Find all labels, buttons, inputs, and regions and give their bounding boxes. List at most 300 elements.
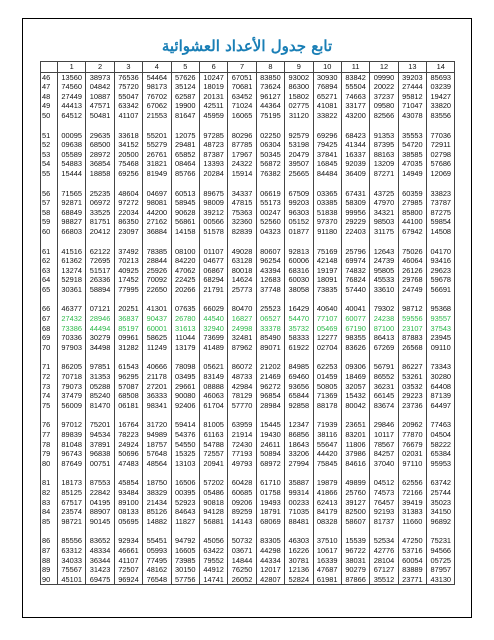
table-cell: 61981 xyxy=(313,575,341,585)
spacer-cell xyxy=(370,121,398,131)
table-cell: 05695 xyxy=(114,517,142,527)
table-cell: 43130 xyxy=(427,575,455,585)
table-cell: 71035 xyxy=(285,507,313,517)
spacer-cell xyxy=(86,526,114,536)
table-cell: 52560 xyxy=(256,217,284,227)
spacer-cell xyxy=(370,352,398,362)
table-row xyxy=(41,304,455,314)
row-number: 90 xyxy=(41,575,58,585)
row-number: 60 xyxy=(41,227,58,237)
table-row xyxy=(41,382,455,392)
table-cell: 21178 xyxy=(143,372,171,382)
table-cell: 44494 xyxy=(86,324,114,334)
table-cell: 32481 xyxy=(228,333,256,343)
table-cell: 89839 xyxy=(58,430,86,440)
table-cell: 85126 xyxy=(143,507,171,517)
table-cell: 75567 xyxy=(58,565,86,575)
table-cell: 81737 xyxy=(370,517,398,527)
table-cell: 69296 xyxy=(313,131,341,141)
table-cell: 50894 xyxy=(256,449,284,459)
table-cell: 87649 xyxy=(58,459,86,469)
table-cell: 26336 xyxy=(86,275,114,285)
spacer-cell xyxy=(285,526,313,536)
table-cell: 37986 xyxy=(341,449,369,459)
table-cell: 97903 xyxy=(58,343,86,353)
spacer-cell xyxy=(143,352,171,362)
table-cell: 29661 xyxy=(171,382,199,392)
table-cell: 24924 xyxy=(114,440,142,450)
table-cell: 57686 xyxy=(427,159,455,169)
table-cell: 87275 xyxy=(427,208,455,218)
table-cell: 30781 xyxy=(285,556,313,566)
spacer-cell xyxy=(86,352,114,362)
table-cell: 22034 xyxy=(114,208,142,218)
table-cell: 88178 xyxy=(313,401,341,411)
table-cell: 27985 xyxy=(398,198,426,208)
table-cell: 38329 xyxy=(143,488,171,498)
table-cell: 27449 xyxy=(58,92,86,102)
table-cell: 47970 xyxy=(370,198,398,208)
row-number: 54 xyxy=(41,159,58,169)
table-cell: 32360 xyxy=(228,217,256,227)
table-cell: 82566 xyxy=(370,111,398,121)
table-cell: 45959 xyxy=(199,111,227,121)
table-cell: 92934 xyxy=(114,536,142,546)
table-cell: 14143 xyxy=(228,517,256,527)
table-cell: 52923 xyxy=(171,498,199,508)
table-row xyxy=(41,275,455,285)
table-cell: 62556 xyxy=(398,478,426,488)
table-cell: 05621 xyxy=(199,362,227,372)
spacer-cell xyxy=(313,121,341,131)
table-cell: 37492 xyxy=(114,247,142,257)
table-cell: 02775 xyxy=(285,101,313,111)
table-cell: 90080 xyxy=(171,391,199,401)
table-cell: 28104 xyxy=(370,556,398,566)
spacer-cell xyxy=(427,237,455,247)
table-cell: 23771 xyxy=(398,575,426,585)
table-cell: 08888 xyxy=(199,382,227,392)
table-cell: 00095 xyxy=(58,131,86,141)
table-cell: 03671 xyxy=(228,546,256,556)
table-cell: 41489 xyxy=(199,343,227,353)
table-cell: 22650 xyxy=(143,285,171,295)
group-spacer xyxy=(41,121,455,131)
table-cell: 96127 xyxy=(256,92,284,102)
column-header: 12 xyxy=(370,62,398,73)
spacer-cell xyxy=(370,294,398,304)
spacer-cell xyxy=(313,526,341,536)
table-cell: 22842 xyxy=(86,488,114,498)
spacer-cell xyxy=(143,179,171,189)
table-cell: 05589 xyxy=(58,150,86,160)
table-cell: 37748 xyxy=(256,285,284,295)
row-number: 88 xyxy=(41,556,58,566)
table-cell: 35732 xyxy=(285,324,313,334)
table-cell: 63342 xyxy=(114,101,142,111)
row-number: 79 xyxy=(41,449,58,459)
table-cell: 40666 xyxy=(143,362,171,372)
row-number: 55 xyxy=(41,169,58,179)
table-cell: 05993 xyxy=(143,546,171,556)
table-cell: 16605 xyxy=(171,546,199,556)
table-cell: 44420 xyxy=(313,449,341,459)
row-number: 80 xyxy=(41,459,58,469)
table-cell: 77870 xyxy=(398,430,426,440)
table-cell: 19900 xyxy=(171,101,199,111)
table-cell: 89071 xyxy=(256,343,284,353)
table-cell: 00395 xyxy=(171,488,199,498)
table-row xyxy=(41,159,455,169)
column-header: 3 xyxy=(114,62,142,73)
table-cell: 09990 xyxy=(370,72,398,82)
table-cell: 92813 xyxy=(285,247,313,257)
table-cell: 55173 xyxy=(256,198,284,208)
table-cell: 38058 xyxy=(285,285,313,295)
table-cell: 62122 xyxy=(86,247,114,257)
table-cell: 76250 xyxy=(228,565,256,575)
row-number: 76 xyxy=(41,420,58,430)
table-cell: 59854 xyxy=(427,217,455,227)
table-cell: 13274 xyxy=(58,266,86,276)
table-cell: 83556 xyxy=(427,111,455,121)
table-cell: 00233 xyxy=(285,498,313,508)
table-cell: 04512 xyxy=(370,478,398,488)
table-cell: 26761 xyxy=(143,150,171,160)
table-cell: 00566 xyxy=(199,217,227,227)
table-cell: 73985 xyxy=(171,556,199,566)
table-cell: 96838 xyxy=(86,449,114,459)
table-row xyxy=(41,391,455,401)
table-cell: 44413 xyxy=(58,101,86,111)
spacer-cell xyxy=(341,179,369,189)
table-cell: 97110 xyxy=(398,459,426,469)
spacer-cell xyxy=(58,179,86,189)
table-cell: 24749 xyxy=(398,285,426,295)
table-cell: 45056 xyxy=(199,536,227,546)
table-cell: 54464 xyxy=(143,72,171,82)
table-row xyxy=(41,169,455,179)
table-row xyxy=(41,478,455,488)
table-cell: 90437 xyxy=(143,314,171,324)
table-cell: 68294 xyxy=(199,275,227,285)
spacer-cell xyxy=(228,237,256,247)
spacer-cell xyxy=(58,237,86,247)
table-cell: 31423 xyxy=(86,565,114,575)
spacer-cell xyxy=(199,294,227,304)
table-cell: 28972 xyxy=(86,150,114,160)
table-cell: 72166 xyxy=(398,488,426,498)
spacer-cell xyxy=(143,237,171,247)
table-cell: 37543 xyxy=(427,324,455,334)
table-cell: 75845 xyxy=(313,459,341,469)
table-cell: 88907 xyxy=(86,507,114,517)
row-number: 52 xyxy=(41,140,58,150)
table-cell: 58625 xyxy=(143,333,171,343)
table-cell: 73787 xyxy=(427,198,455,208)
corner-cell xyxy=(41,62,58,73)
table-cell: 22403 xyxy=(341,227,369,237)
spacer-cell xyxy=(370,526,398,536)
table-cell: 67269 xyxy=(370,343,398,353)
table-cell: 88163 xyxy=(370,150,398,160)
table-cell: 02250 xyxy=(256,131,284,141)
table-cell: 83674 xyxy=(370,401,398,411)
table-cell: 12136 xyxy=(285,565,313,575)
spacer-cell xyxy=(398,237,426,247)
table-row xyxy=(41,189,455,199)
table-cell: 16764 xyxy=(114,420,142,430)
spacer-cell xyxy=(341,468,369,478)
table-cell: 68500 xyxy=(86,140,114,150)
table-cell: 77036 xyxy=(427,131,455,141)
table-cell: 36231 xyxy=(370,382,398,392)
random-numbers-table xyxy=(40,61,455,585)
spacer-cell xyxy=(427,179,455,189)
table-cell: 76382 xyxy=(256,169,284,179)
table-cell: 43078 xyxy=(398,111,426,121)
table-cell: 38585 xyxy=(398,150,426,160)
table-cell: 92871 xyxy=(58,198,86,208)
table-cell: 25773 xyxy=(228,285,256,295)
spacer-cell xyxy=(171,352,199,362)
table-cell: 18091 xyxy=(313,275,341,285)
table-cell: 34150 xyxy=(427,507,455,517)
table-cell: 52534 xyxy=(370,536,398,546)
spacer-cell xyxy=(313,410,341,420)
table-cell: 16065 xyxy=(228,111,256,121)
table-cell: 20022 xyxy=(370,82,398,92)
table-cell: 88481 xyxy=(285,517,313,527)
spacer-cell xyxy=(41,410,58,420)
table-cell: 76679 xyxy=(398,440,426,450)
row-number: 64 xyxy=(41,275,58,285)
table-cell: 80470 xyxy=(228,304,256,314)
table-cell: 47035 xyxy=(398,159,426,169)
table-cell: 77193 xyxy=(228,449,256,459)
column-header: 6 xyxy=(199,62,227,73)
row-number: 59 xyxy=(41,217,58,227)
column-header: 2 xyxy=(86,62,114,73)
table-cell: 83149 xyxy=(199,372,227,382)
table-cell: 75468 xyxy=(114,159,142,169)
table-cell: 73343 xyxy=(427,362,455,372)
table-cell: 16337 xyxy=(341,150,369,160)
spacer-cell xyxy=(86,179,114,189)
table-cell: 56872 xyxy=(256,159,284,169)
spacer-cell xyxy=(256,294,284,304)
spacer-cell xyxy=(427,352,455,362)
table-cell: 08464 xyxy=(171,159,199,169)
table-cell: 83652 xyxy=(86,536,114,546)
row-number: 70 xyxy=(41,343,58,353)
table-cell: 83842 xyxy=(341,72,369,82)
row-number: 78 xyxy=(41,440,58,450)
table-cell: 61543 xyxy=(114,362,142,372)
table-cell: 52824 xyxy=(285,575,313,585)
table-cell: 29846 xyxy=(370,420,398,430)
spacer-cell xyxy=(256,468,284,478)
table-cell: 87139 xyxy=(427,391,455,401)
table-cell: 68849 xyxy=(58,208,86,218)
table-cell: 52918 xyxy=(58,275,86,285)
table-cell: 37891 xyxy=(86,440,114,450)
table-cell: 60054 xyxy=(398,556,426,566)
table-cell: 08100 xyxy=(171,247,199,257)
table-cell: 41301 xyxy=(143,304,171,314)
table-cell: 31720 xyxy=(143,420,171,430)
table-cell: 31120 xyxy=(285,111,313,121)
table-cell: 66029 xyxy=(199,304,227,314)
table-cell: 37479 xyxy=(58,391,86,401)
table-cell: 06181 xyxy=(114,401,142,411)
table-cell: 76457 xyxy=(370,498,398,508)
spacer-cell xyxy=(256,410,284,420)
row-number: 77 xyxy=(41,430,58,440)
table-cell: 84985 xyxy=(285,362,313,372)
table-cell: 50732 xyxy=(228,536,256,546)
spacer-cell xyxy=(427,468,455,478)
table-cell: 50481 xyxy=(86,111,114,121)
table-row xyxy=(41,131,455,141)
spacer-cell xyxy=(114,121,142,131)
table-cell: 67517 xyxy=(58,498,86,508)
table-cell: 74560 xyxy=(58,82,86,92)
table-cell: 77107 xyxy=(313,314,341,324)
table-cell: 11806 xyxy=(341,440,369,450)
table-cell: 09306 xyxy=(341,362,369,372)
table-row xyxy=(41,333,455,343)
table-cell: 36409 xyxy=(341,169,369,179)
table-cell: 85693 xyxy=(427,72,455,82)
table-cell: 40041 xyxy=(341,304,369,314)
table-cell: 20266 xyxy=(171,285,199,295)
table-cell: 85197 xyxy=(114,324,142,334)
spacer-cell xyxy=(427,121,455,131)
table-cell: 47483 xyxy=(114,459,142,469)
spacer-cell xyxy=(398,410,426,420)
table-cell: 53261 xyxy=(398,372,426,382)
table-cell: 86205 xyxy=(58,362,86,372)
spacer-cell xyxy=(114,410,142,420)
table-cell: 89675 xyxy=(199,189,227,199)
row-number: 50 xyxy=(41,111,58,121)
table-cell: 71047 xyxy=(398,101,426,111)
spacer-cell xyxy=(285,121,313,131)
table-cell: 19493 xyxy=(256,498,284,508)
table-cell: 72557 xyxy=(199,449,227,459)
table-cell: 63128 xyxy=(228,256,256,266)
table-cell: 06527 xyxy=(256,314,284,324)
table-cell: 39507 xyxy=(285,159,313,169)
spacer-cell xyxy=(341,410,369,420)
table-cell: 86856 xyxy=(285,430,313,440)
table-cell: 75363 xyxy=(228,208,256,218)
table-row xyxy=(41,430,455,440)
table-cell: 20479 xyxy=(285,150,313,160)
table-cell: 51517 xyxy=(86,266,114,276)
table-cell: 12643 xyxy=(370,247,398,257)
table-cell: 76824 xyxy=(341,275,369,285)
table-cell: 95805 xyxy=(370,266,398,276)
table-row xyxy=(41,150,455,160)
table-cell: 23651 xyxy=(341,420,369,430)
table-cell: 12069 xyxy=(427,169,455,179)
table-cell: 34033 xyxy=(58,556,86,566)
table-cell: 67942 xyxy=(398,227,426,237)
table-cell: 73699 xyxy=(199,333,227,343)
table-cell: 23945 xyxy=(427,333,455,343)
table-cell: 73386 xyxy=(58,324,86,334)
row-number: 56 xyxy=(41,189,58,199)
spacer-cell xyxy=(370,179,398,189)
table-cell: 27432 xyxy=(58,314,86,324)
table-cell: 78567 xyxy=(370,440,398,450)
table-cell: 18173 xyxy=(58,478,86,488)
table-cell: 30279 xyxy=(86,333,114,343)
table-cell: 87395 xyxy=(370,140,398,150)
table-cell: 24611 xyxy=(256,440,284,450)
row-number: 53 xyxy=(41,150,58,160)
table-cell: 94989 xyxy=(143,430,171,440)
table-cell: 17967 xyxy=(228,150,256,160)
table-cell: 36333 xyxy=(143,391,171,401)
table-cell: 61163 xyxy=(199,430,227,440)
table-cell: 95368 xyxy=(427,304,455,314)
table-cell: 30361 xyxy=(58,285,86,295)
table-cell: 58945 xyxy=(171,198,199,208)
table-cell: 13179 xyxy=(171,343,199,353)
table-cell: 41866 xyxy=(313,488,341,498)
table-cell: 42511 xyxy=(199,101,227,111)
spacer-cell xyxy=(256,237,284,247)
table-cell: 25523 xyxy=(256,304,284,314)
table-cell: 07635 xyxy=(171,304,199,314)
table-cell: 35023 xyxy=(427,498,455,508)
table-cell: 70092 xyxy=(143,275,171,285)
spacer-cell xyxy=(341,526,369,536)
table-cell: 74663 xyxy=(341,92,369,102)
table-cell: 93656 xyxy=(285,382,313,392)
table-cell: 57440 xyxy=(341,285,369,295)
spacer-cell xyxy=(58,410,86,420)
table-cell: 94792 xyxy=(171,536,199,546)
row-number: 87 xyxy=(41,546,58,556)
row-number: 71 xyxy=(41,362,58,372)
table-cell: 05725 xyxy=(427,556,455,566)
table-cell: 01459 xyxy=(313,372,341,382)
table-cell: 67509 xyxy=(285,189,313,199)
table-cell: 81048 xyxy=(58,440,86,450)
table-cell: 77495 xyxy=(143,556,171,566)
spacer-cell xyxy=(256,526,284,536)
table-cell: 36344 xyxy=(86,556,114,566)
table-cell: 33378 xyxy=(256,324,284,334)
row-number: 66 xyxy=(41,304,58,314)
table-cell: 69460 xyxy=(285,372,313,382)
table-cell: 92193 xyxy=(370,507,398,517)
table-row xyxy=(41,459,455,469)
table-cell: 61922 xyxy=(285,343,313,353)
table-cell: 23107 xyxy=(398,324,426,334)
table-cell: 87962 xyxy=(228,343,256,353)
table-cell: 21469 xyxy=(256,372,284,382)
table-cell: 47062 xyxy=(171,266,199,276)
table-cell: 09961 xyxy=(114,333,142,343)
spacer-cell xyxy=(313,352,341,362)
table-cell: 72430 xyxy=(228,440,256,450)
table-cell: 63452 xyxy=(228,92,256,102)
